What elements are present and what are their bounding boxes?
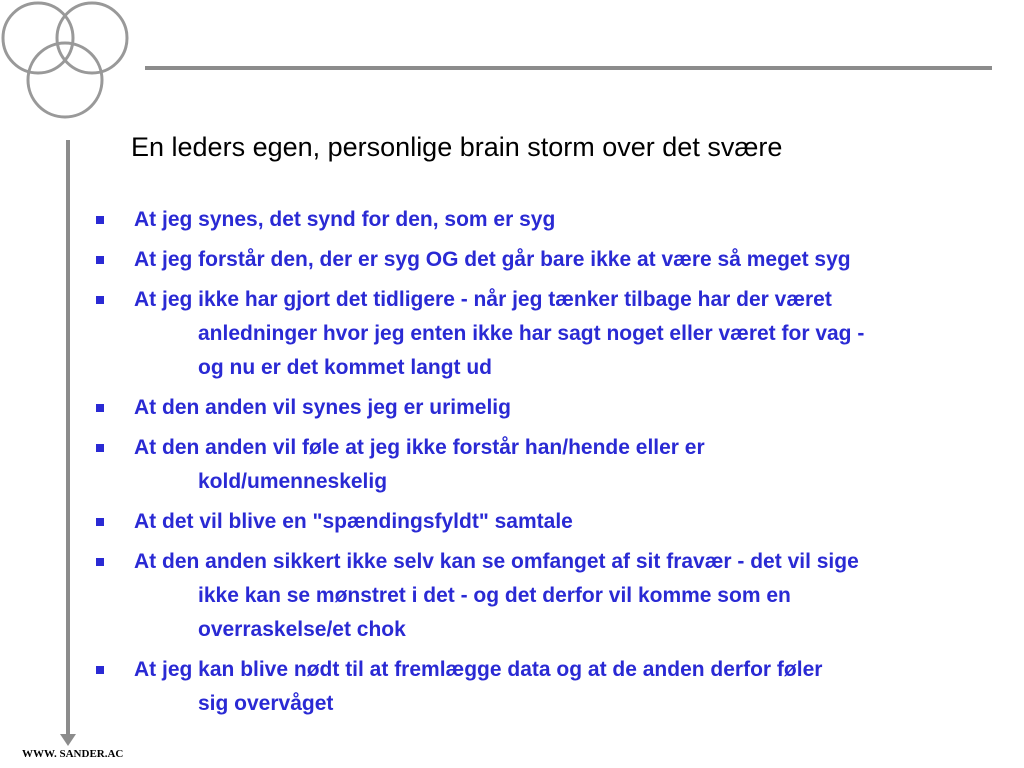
square-bullet-icon xyxy=(96,296,104,304)
bullet-item xyxy=(96,243,1001,277)
bullet-item xyxy=(96,653,1001,721)
bullet-item xyxy=(96,203,1001,237)
bullet-item xyxy=(96,505,1001,539)
logo-circle-top-right xyxy=(57,3,127,73)
bullet-text-line: At det vil blive en "spændingsfyldt" samtale xyxy=(134,510,573,533)
logo-circle-top-left xyxy=(3,3,73,73)
slide-title: En leders egen, personlige brain storm over det svære xyxy=(131,132,783,162)
square-bullet-icon xyxy=(96,558,104,566)
bullet-text-line: At jeg kan blive nødt til at fremlægge data og at de anden derfor føler xyxy=(134,658,823,681)
bullet-item xyxy=(96,391,1001,425)
bullet-text-line: At den anden sikkert ikke selv kan se omfanget af sit fravær - det vil sige xyxy=(134,550,859,573)
bullet-text-line: At jeg synes, det synd for den, som er syg xyxy=(134,208,556,231)
arrow-down-icon xyxy=(60,734,76,746)
bullet-text-line: overraskelse/et chok xyxy=(198,618,406,641)
square-bullet-icon xyxy=(96,256,104,264)
bullet-item xyxy=(96,431,1001,499)
bullet-text-line: sig overvåget xyxy=(198,692,334,715)
bullet-text-line: At den anden vil synes jeg er urimelig xyxy=(134,396,511,419)
bullet-text-line: ikke kan se mønstret i det - og det derfor vil komme som en xyxy=(198,584,791,607)
bullet-text-line: og nu er det kommet langt ud xyxy=(198,356,493,379)
bullet-item xyxy=(96,283,1001,385)
square-bullet-icon xyxy=(96,666,104,674)
side-divider xyxy=(66,140,70,738)
bullet-text-line: kold/umenneskelig xyxy=(198,470,388,493)
bullet-item xyxy=(96,545,1001,647)
bullet-text-line: anledninger hvor jeg enten ikke har sagt noget eller været for vag - xyxy=(198,322,865,345)
three-circles-logo-icon xyxy=(0,0,140,130)
bullet-text-line: At den anden vil føle at jeg ikke forstår han/hende eller er xyxy=(134,436,705,459)
bullet-list xyxy=(96,203,1001,727)
square-bullet-icon xyxy=(96,518,104,526)
logo-circle-bottom xyxy=(28,43,102,117)
square-bullet-icon xyxy=(96,444,104,452)
footer-text: WWW. SANDER.AC xyxy=(22,748,124,760)
top-divider xyxy=(145,66,992,70)
bullet-text-line: At jeg ikke har gjort det tidligere - når jeg tænker tilbage har der været xyxy=(134,288,832,311)
square-bullet-icon xyxy=(96,404,104,412)
square-bullet-icon xyxy=(96,216,104,224)
bullet-text-line: At jeg forstår den, der er syg OG det går bare ikke at være så meget syg xyxy=(134,248,851,271)
